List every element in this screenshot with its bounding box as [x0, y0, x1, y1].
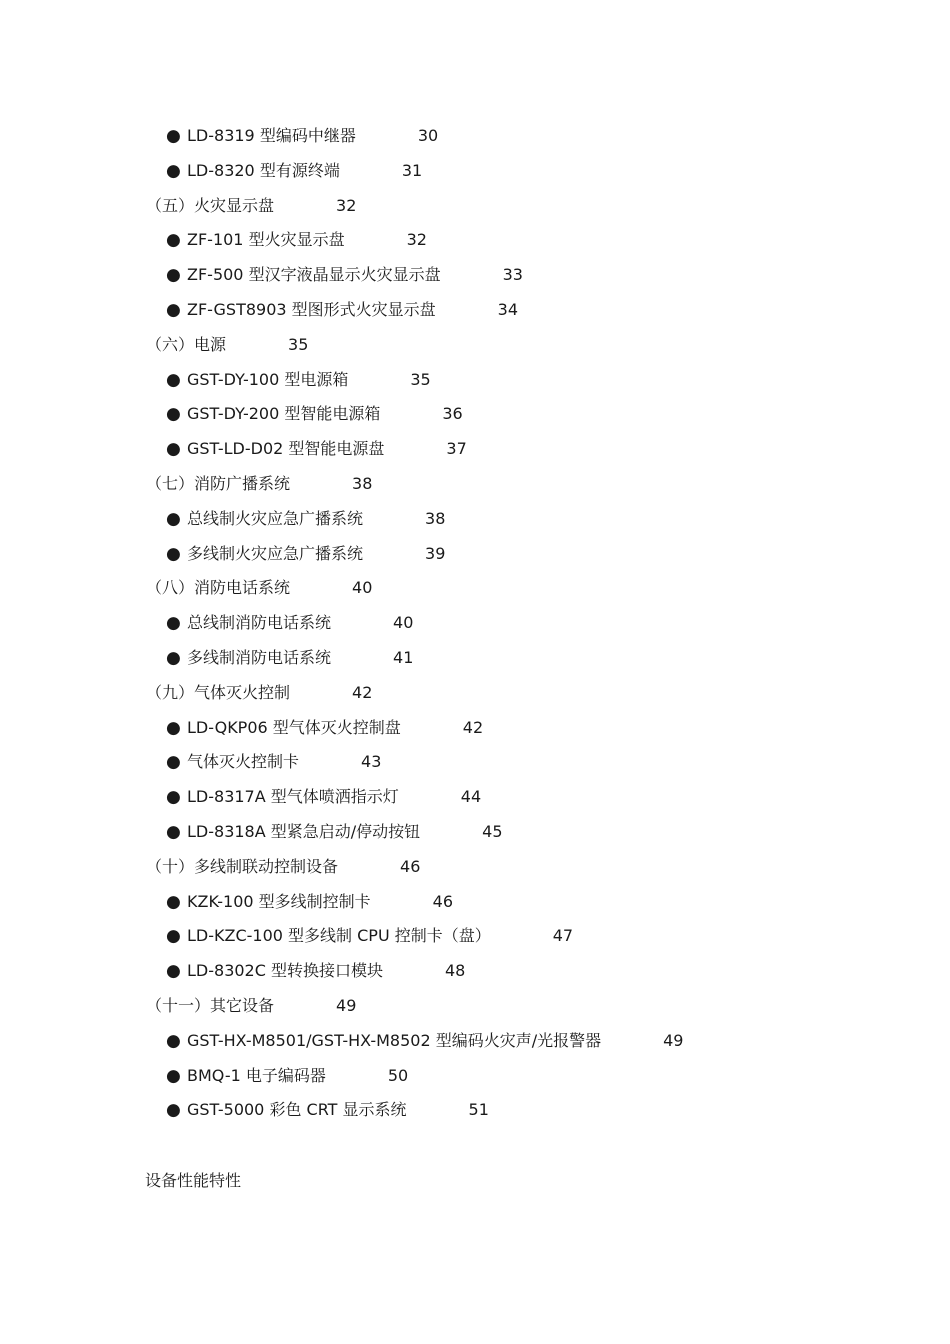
- toc-entry-text: （九）气体灭火控制: [146, 682, 291, 702]
- bullet-icon: ●: [166, 508, 181, 529]
- table-of-contents: [0, 119, 950, 1128]
- toc-page-number: 35: [288, 334, 309, 354]
- toc-section: [0, 850, 950, 885]
- toc-entry-text: ZF-101 型火灾显示盘: [187, 230, 345, 250]
- toc-item: [0, 954, 950, 989]
- toc-item: [0, 537, 950, 572]
- toc-entry-text: LD-8319 型编码中继器: [187, 126, 356, 145]
- toc-page-number: 35: [410, 369, 431, 389]
- bullet-icon: ●: [166, 926, 181, 947]
- toc-entry-text: 多线制火灾应急广播系统: [187, 543, 364, 563]
- toc-item: [0, 223, 950, 258]
- bullet-icon: ●: [166, 613, 181, 634]
- toc-entry-text: 总线制消防电话系统: [187, 613, 332, 633]
- bullet-icon: ●: [166, 404, 181, 425]
- toc-item: [0, 397, 950, 432]
- toc-entry-text: （十）多线制联动控制设备: [146, 856, 339, 876]
- toc-page-number: 34: [497, 299, 519, 319]
- toc-item: [0, 1093, 950, 1128]
- toc-page-number: 48: [445, 961, 466, 981]
- toc-page-number: 40: [393, 613, 414, 633]
- toc-page-number: 46: [432, 891, 454, 911]
- toc-page-number: 49: [663, 1030, 684, 1050]
- bullet-icon: ●: [166, 299, 181, 320]
- toc-entry-text: （七）消防广播系统: [146, 473, 291, 493]
- toc-section: [0, 467, 950, 502]
- bullet-icon: ●: [166, 1065, 181, 1086]
- toc-page-number: 45: [482, 821, 503, 841]
- bullet-icon: ●: [166, 787, 181, 808]
- toc-item: [0, 641, 950, 676]
- toc-page-number: 51: [468, 1100, 489, 1120]
- bullet-icon: ●: [166, 1100, 181, 1121]
- toc-page-number: 41: [393, 647, 414, 667]
- toc-entry-text: LD-KZC-100 型多线制 CPU 控制卡（盘）: [187, 926, 491, 946]
- toc-item: [0, 363, 950, 398]
- toc-section: [0, 989, 950, 1024]
- toc-page-number: 31: [401, 160, 423, 180]
- toc-entry-text: LD-8320 型有源终端: [187, 160, 340, 180]
- toc-entry-text: BMQ-1 电子编码器: [187, 1065, 326, 1085]
- toc-section: [0, 571, 950, 606]
- toc-page-number: 40: [352, 578, 373, 598]
- toc-section: [0, 328, 950, 363]
- toc-entry-text: （十一）其它设备: [146, 995, 275, 1015]
- toc-entry-text: LD-8302C 型转换接口模块: [187, 961, 383, 981]
- toc-entry-text: （五）火灾显示盘: [146, 195, 275, 215]
- bullet-icon: ●: [166, 647, 181, 668]
- bullet-icon: ●: [166, 821, 181, 842]
- toc-entry-text: LD-8317A 型气体喷洒指示灯: [187, 787, 399, 807]
- toc-entry-text: ZF-GST8903 型图形式火灾显示盘: [187, 299, 436, 319]
- toc-page-number: 42: [462, 717, 484, 737]
- toc-item: [0, 119, 950, 154]
- bullet-icon: ●: [166, 1030, 181, 1051]
- bullet-icon: ●: [166, 752, 181, 773]
- toc-page-number: 42: [352, 682, 373, 702]
- bullet-icon: ●: [166, 543, 181, 564]
- toc-page-number: 33: [502, 265, 523, 285]
- toc-page-number: 39: [425, 543, 446, 563]
- bullet-icon: ●: [166, 961, 181, 982]
- toc-section: [0, 189, 950, 224]
- toc-page-number: 32: [406, 230, 427, 250]
- toc-entry-text: LD-8318A 型紧急启动/停动按钮: [187, 821, 421, 841]
- bullet-icon: ●: [166, 369, 181, 390]
- bullet-icon: ●: [166, 891, 181, 912]
- toc-entry-text: （八）消防电话系统: [146, 578, 291, 598]
- bullet-icon: ●: [166, 439, 181, 460]
- toc-item: [0, 780, 950, 815]
- bullet-icon: ●: [166, 717, 181, 738]
- toc-entry-text: （六）电源: [146, 334, 227, 354]
- toc-entry-text: KZK-100 型多线制控制卡: [187, 891, 371, 911]
- toc-entry-text: LD-QKP06 型气体灭火控制盘: [187, 717, 401, 737]
- toc-item: [0, 711, 950, 746]
- toc-item: [0, 1059, 950, 1094]
- toc-page-number: 46: [400, 856, 421, 876]
- section-heading: 设备性能特性: [145, 1171, 242, 1190]
- toc-item: [0, 258, 950, 293]
- bullet-icon: ●: [166, 230, 181, 251]
- toc-entry-text: GST-LD-D02 型智能电源盘: [187, 439, 385, 459]
- toc-item: [0, 885, 950, 920]
- toc-item: [0, 502, 950, 537]
- toc-page-number: 32: [336, 195, 357, 215]
- toc-page-number: 38: [352, 473, 373, 493]
- toc-page-number: 38: [425, 508, 446, 528]
- toc-page-number: 30: [417, 126, 439, 145]
- toc-entry-text: GST-HX-M8501/GST-HX-M8502 型编码火灾声/光报警器: [187, 1030, 602, 1050]
- toc-page-number: 47: [552, 926, 574, 946]
- toc-entry-text: ZF-500 型汉字液晶显示火灾显示盘: [187, 265, 441, 285]
- toc-item: [0, 154, 950, 189]
- toc-section: [0, 676, 950, 711]
- toc-item: [0, 815, 950, 850]
- toc-item: [0, 745, 950, 780]
- toc-item: [0, 293, 950, 328]
- toc-entry-text: 多线制消防电话系统: [187, 647, 332, 667]
- toc-page-number: 50: [387, 1065, 409, 1085]
- bullet-icon: ●: [166, 126, 181, 146]
- toc-item: [0, 432, 950, 467]
- toc-page-number: 43: [361, 752, 382, 772]
- toc-entry-text: GST-5000 彩色 CRT 显示系统: [187, 1100, 407, 1120]
- toc-entry-text: 气体灭火控制卡: [187, 752, 300, 772]
- toc-item: [0, 606, 950, 641]
- toc-page-number: 44: [460, 787, 482, 807]
- toc-page-number: 37: [446, 439, 467, 459]
- toc-entry-text: GST-DY-100 型电源箱: [187, 369, 349, 389]
- bullet-icon: ●: [166, 265, 181, 286]
- bullet-icon: ●: [166, 160, 181, 181]
- toc-page-number: 36: [442, 404, 463, 424]
- toc-page-number: 49: [336, 995, 357, 1015]
- toc-entry-text: GST-DY-200 型智能电源箱: [187, 404, 381, 424]
- toc-entry-text: 总线制火灾应急广播系统: [187, 508, 364, 528]
- toc-item: [0, 919, 950, 954]
- toc-item: [0, 1024, 950, 1059]
